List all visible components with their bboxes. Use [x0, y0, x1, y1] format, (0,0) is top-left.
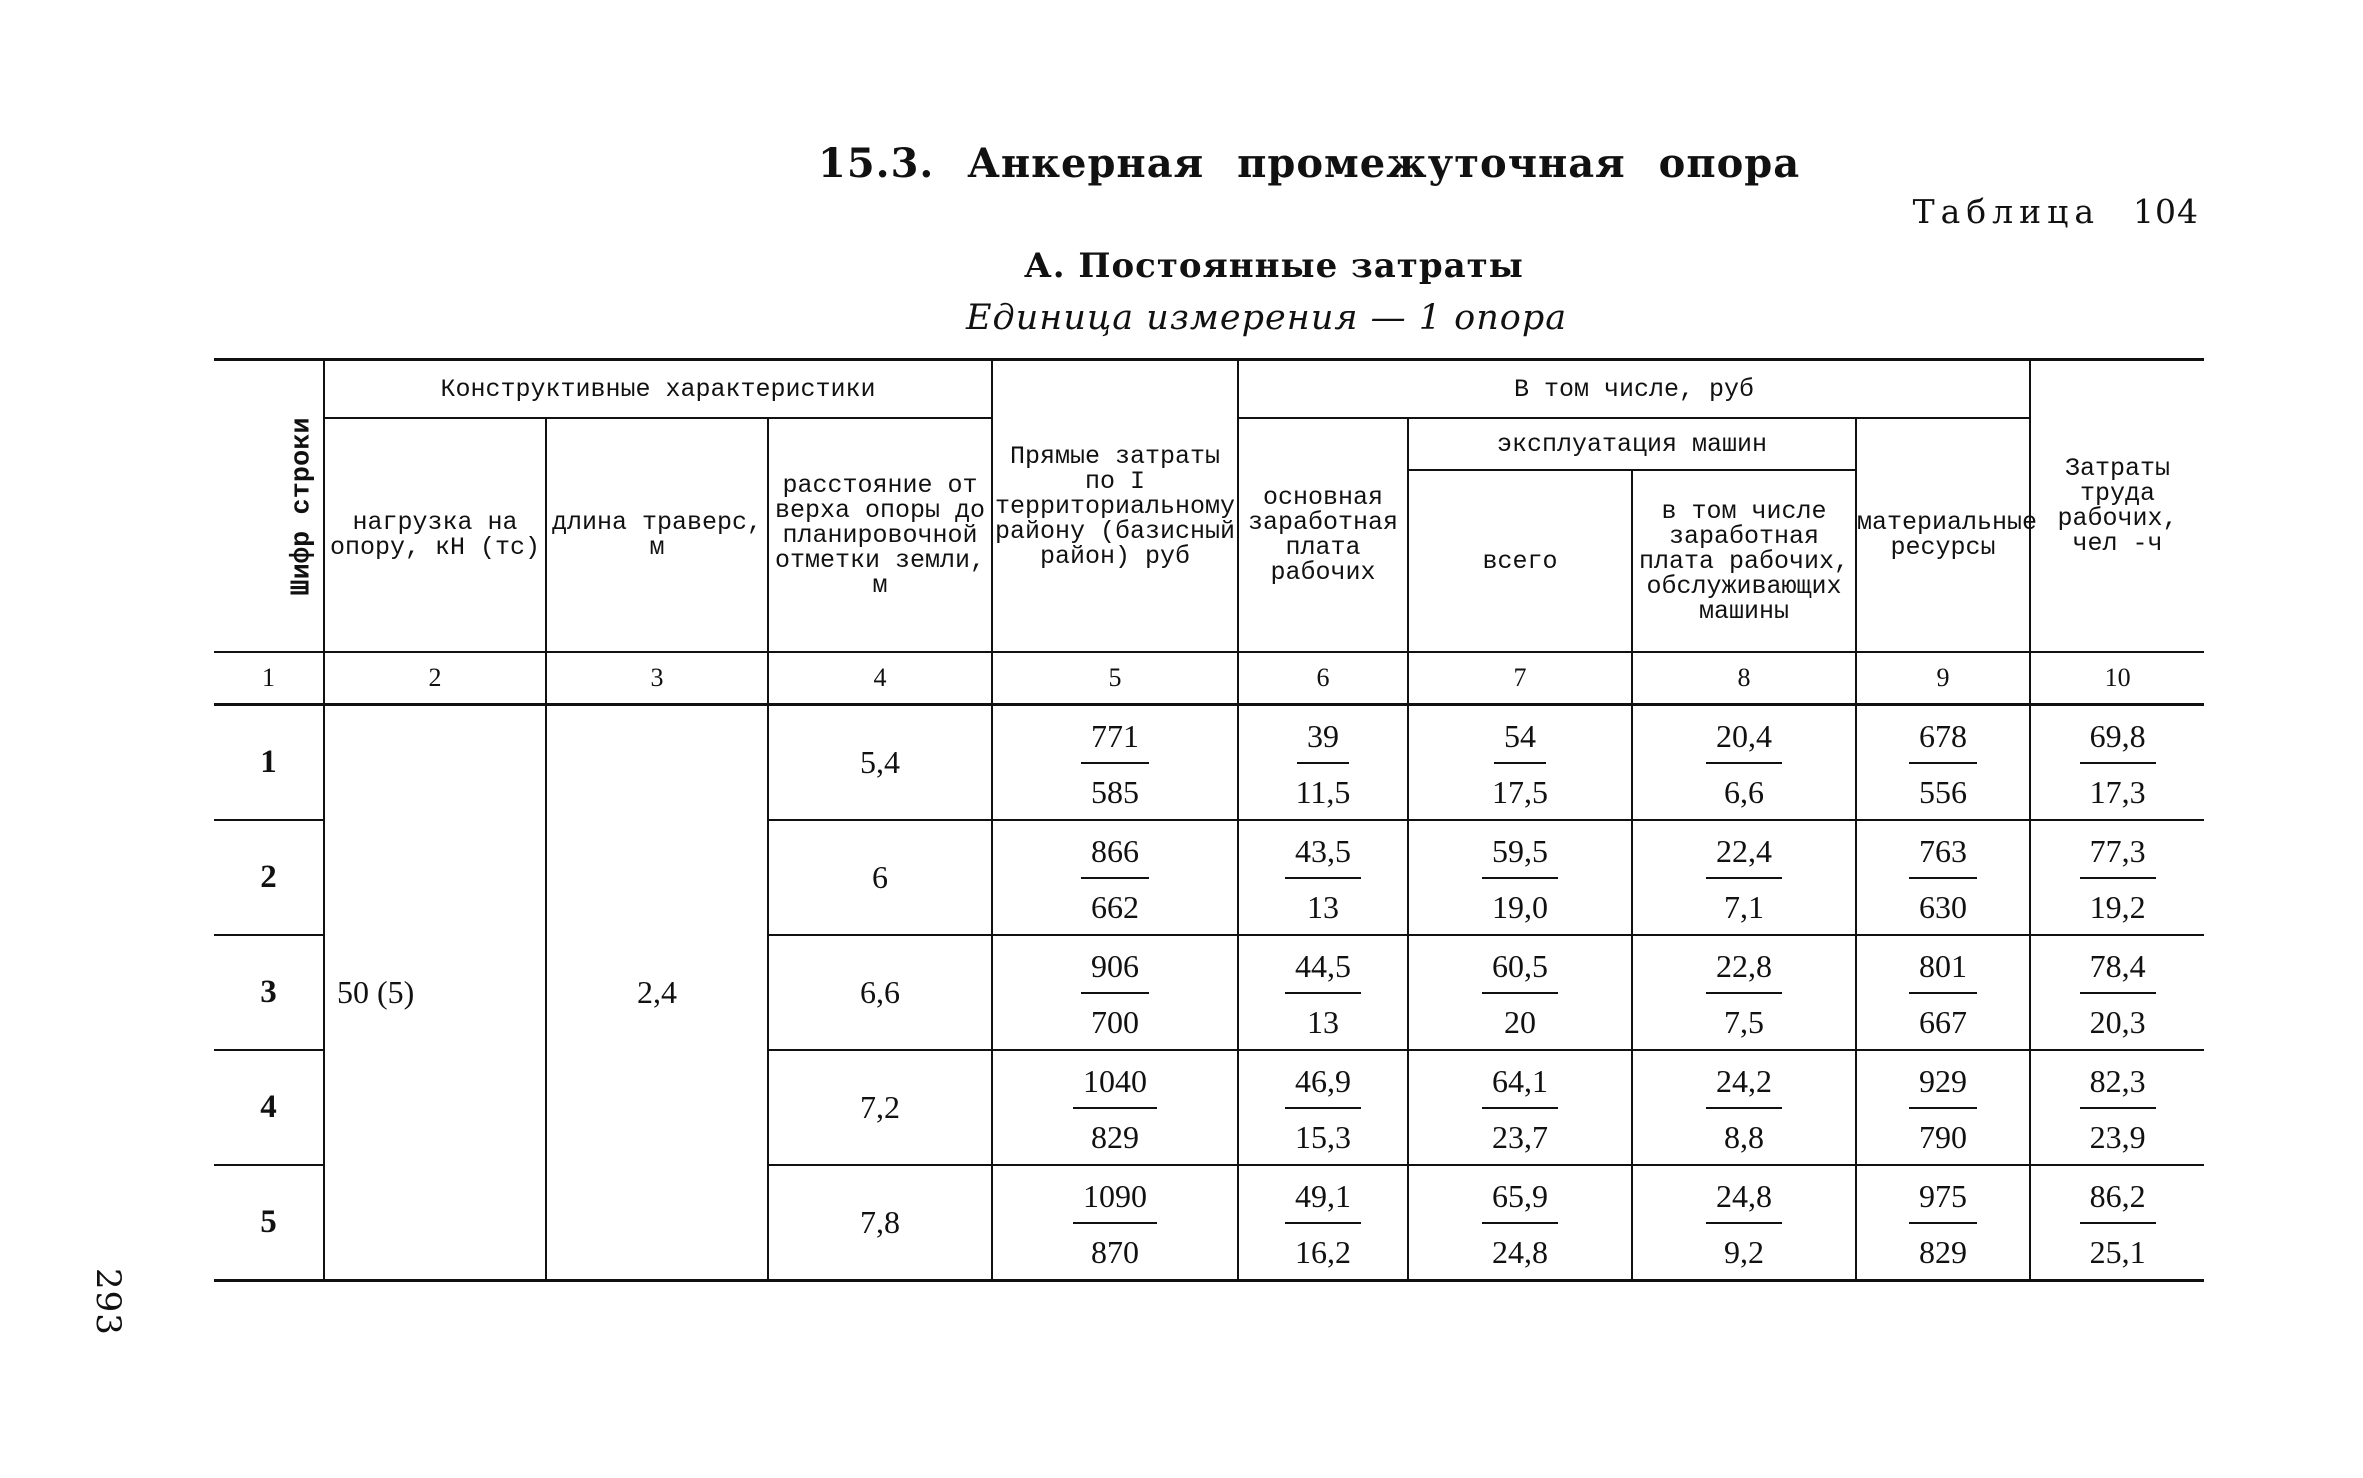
base-wage-cell: [1238, 820, 1408, 935]
table-label: [1913, 192, 2199, 231]
fraction-bottom: 20,3: [2089, 1003, 2146, 1040]
fraction-top: 906: [1081, 950, 1149, 994]
column-number: 1: [214, 652, 324, 705]
fraction-value: [1285, 1062, 1361, 1155]
column-number: 9: [1856, 652, 2030, 705]
column-number-row: [214, 652, 2204, 705]
column-number: 6: [1238, 652, 1408, 705]
fraction-bottom: 24,8: [1492, 1233, 1549, 1270]
fraction-top: 22,4: [1706, 835, 1782, 879]
table-number: 104: [2133, 192, 2199, 231]
section-title: 15.3. Анкерная промежуточная опора: [818, 140, 1801, 187]
fraction-top: 46,9: [1285, 1065, 1361, 1109]
machines-wage-cell: [1632, 1050, 1856, 1165]
traverse-length-cell: 2,4: [546, 705, 768, 1281]
fraction-value: [1706, 717, 1782, 810]
row-code: 3: [214, 935, 324, 1050]
fraction-top: 20,4: [1706, 720, 1782, 764]
machines-total-cell: [1408, 1165, 1632, 1281]
labor-cell: [2030, 1050, 2204, 1165]
fraction-top: 1040: [1073, 1065, 1157, 1109]
fraction-top: 929: [1909, 1065, 1977, 1109]
fraction-top: 60,5: [1482, 950, 1558, 994]
fraction-bottom: 829: [1091, 1118, 1140, 1155]
fraction-bottom: 9,2: [1724, 1233, 1765, 1270]
row-code: 5: [214, 1165, 324, 1281]
fraction-bottom: 700: [1091, 1003, 1140, 1040]
column-number: 7: [1408, 652, 1632, 705]
fraction-bottom: 17,3: [2089, 773, 2146, 810]
column-number: 4: [768, 652, 992, 705]
header-machines-total: всего: [1408, 470, 1632, 652]
fraction-bottom: 15,3: [1295, 1118, 1352, 1155]
machines-total-cell: [1408, 935, 1632, 1050]
column-number: 10: [2030, 652, 2204, 705]
fraction-bottom: 23,7: [1492, 1118, 1549, 1155]
header-labor: Затраты труда рабочих, чел -ч: [2030, 360, 2204, 653]
fraction-top: 22,8: [1706, 950, 1782, 994]
header-traverse-length: длина траверс, м: [546, 418, 768, 652]
column-number: 8: [1632, 652, 1856, 705]
distance-cell: 6: [768, 820, 992, 935]
fraction-value: [1285, 947, 1361, 1040]
fraction-value: [1081, 832, 1149, 925]
header-including: В том числе, руб: [1238, 360, 2030, 419]
fraction-value: [1706, 1062, 1782, 1155]
row-code: 4: [214, 1050, 324, 1165]
page-number: 293: [88, 1268, 128, 1336]
header-distance: расстояние от верха опоры до планировочной отметки земли, м: [768, 418, 992, 652]
labor-cell: [2030, 820, 2204, 935]
fraction-value: [1482, 832, 1558, 925]
materials-cell: [1856, 1050, 2030, 1165]
direct-costs-cell: [992, 935, 1238, 1050]
fraction-bottom: 23,9: [2089, 1118, 2146, 1155]
distance-cell: 5,4: [768, 705, 992, 821]
fraction-value: [1909, 1177, 1977, 1270]
fraction-bottom: 8,8: [1724, 1118, 1765, 1155]
fraction-value: [1706, 832, 1782, 925]
row-code: 1: [214, 705, 324, 821]
header-base-wage: основная заработная плата рабочих: [1238, 418, 1408, 652]
machines-wage-cell: [1632, 705, 1856, 821]
fraction-value: [1081, 717, 1149, 810]
direct-costs-cell: [992, 1165, 1238, 1281]
machines-wage-cell: [1632, 1165, 1856, 1281]
header-machines-wage: в том числе заработная плата рабочих, обслуживающих машины: [1632, 470, 1856, 652]
header-code-label: Шифр строки: [287, 416, 318, 596]
table-body: [214, 705, 2204, 1281]
fraction-top: 54: [1494, 720, 1546, 764]
fraction-top: 44,5: [1285, 950, 1361, 994]
fraction-bottom: 667: [1919, 1003, 1968, 1040]
machines-wage-cell: [1632, 935, 1856, 1050]
base-wage-cell: [1238, 705, 1408, 821]
fraction-value: [1482, 947, 1558, 1040]
fraction-top: 24,2: [1706, 1065, 1782, 1109]
direct-costs-cell: [992, 705, 1238, 821]
fraction-top: 59,5: [1482, 835, 1558, 879]
fraction-value: [1706, 947, 1782, 1040]
fraction-bottom: 20: [1504, 1003, 1537, 1040]
fraction-top: 43,5: [1285, 835, 1361, 879]
fraction-value: [1492, 717, 1549, 810]
direct-costs-cell: [992, 1050, 1238, 1165]
fraction-bottom: 11,5: [1295, 773, 1351, 810]
fraction-bottom: 829: [1919, 1233, 1968, 1270]
fraction-top: 64,1: [1482, 1065, 1558, 1109]
fraction-bottom: 585: [1091, 773, 1140, 810]
labor-cell: [2030, 1165, 2204, 1281]
table-subtitle: А. Постоянные затраты: [1024, 246, 1524, 286]
fraction-value: [1909, 1062, 1977, 1155]
labor-cell: [2030, 705, 2204, 821]
fraction-top: 24,8: [1706, 1180, 1782, 1224]
distance-cell: 7,8: [768, 1165, 992, 1281]
direct-costs-cell: [992, 820, 1238, 935]
fraction-value: [1285, 832, 1361, 925]
fraction-bottom: 19,2: [2089, 888, 2146, 925]
machines-wage-cell: [1632, 820, 1856, 935]
column-number: 3: [546, 652, 768, 705]
cost-table: [214, 358, 2204, 1282]
column-number: 2: [324, 652, 546, 705]
fraction-bottom: 7,1: [1724, 888, 1765, 925]
fraction-value: [2080, 832, 2156, 925]
fraction-top: 801: [1909, 950, 1977, 994]
fraction-bottom: 13: [1307, 888, 1340, 925]
measurement-unit: Единица измерения — 1 опора: [966, 298, 1568, 338]
fraction-value: [1081, 947, 1149, 1040]
fraction-bottom: 25,1: [2089, 1233, 2146, 1270]
fraction-value: [1073, 1177, 1157, 1270]
fraction-bottom: 556: [1919, 773, 1968, 810]
fraction-value: [1295, 717, 1351, 810]
table-header: [214, 360, 2204, 705]
fraction-top: 86,2: [2080, 1180, 2156, 1224]
materials-cell: [1856, 1165, 2030, 1281]
fraction-bottom: 870: [1091, 1233, 1140, 1270]
fraction-top: 65,9: [1482, 1180, 1558, 1224]
fraction-bottom: 630: [1919, 888, 1968, 925]
materials-cell: [1856, 935, 2030, 1050]
fraction-value: [2080, 1062, 2156, 1155]
header-load: нагрузка на опору, кН (тс): [324, 418, 546, 652]
fraction-top: 678: [1909, 720, 1977, 764]
fraction-bottom: 7,5: [1724, 1003, 1765, 1040]
table-row: [214, 705, 2204, 821]
load-cell: 50 (5): [324, 705, 546, 1281]
fraction-value: [2080, 1177, 2156, 1270]
base-wage-cell: [1238, 935, 1408, 1050]
base-wage-cell: [1238, 1050, 1408, 1165]
labor-cell: [2030, 935, 2204, 1050]
materials-cell: [1856, 820, 2030, 935]
fraction-bottom: 16,2: [1295, 1233, 1352, 1270]
fraction-value: [2080, 717, 2156, 810]
distance-cell: 7,2: [768, 1050, 992, 1165]
materials-cell: [1856, 705, 2030, 821]
fraction-top: 49,1: [1285, 1180, 1361, 1224]
fraction-top: 39: [1297, 720, 1349, 764]
fraction-bottom: 662: [1091, 888, 1140, 925]
distance-cell: 6,6: [768, 935, 992, 1050]
fraction-top: 975: [1909, 1180, 1977, 1224]
fraction-value: [1706, 1177, 1782, 1270]
fraction-bottom: 790: [1919, 1118, 1968, 1155]
fraction-value: [2080, 947, 2156, 1040]
machines-total-cell: [1408, 705, 1632, 821]
fraction-value: [1285, 1177, 1361, 1270]
fraction-top: 763: [1909, 835, 1977, 879]
fraction-top: 69,8: [2080, 720, 2156, 764]
fraction-bottom: 17,5: [1492, 773, 1549, 810]
header-constructive: Конструктивные характеристики: [324, 360, 992, 419]
fraction-top: 78,4: [2080, 950, 2156, 994]
fraction-top: 1090: [1073, 1180, 1157, 1224]
column-number: 5: [992, 652, 1238, 705]
machines-total-cell: [1408, 1050, 1632, 1165]
fraction-value: [1909, 832, 1977, 925]
fraction-top: 77,3: [2080, 835, 2156, 879]
header-machine-operation: эксплуатация машин: [1408, 418, 1856, 470]
fraction-top: 82,3: [2080, 1065, 2156, 1109]
fraction-value: [1482, 1062, 1558, 1155]
machines-total-cell: [1408, 820, 1632, 935]
header-direct-costs: Прямые затраты по I территориальному району (базисный район) руб: [992, 360, 1238, 653]
base-wage-cell: [1238, 1165, 1408, 1281]
header-materials: материальные ресурсы: [1856, 418, 2030, 652]
fraction-top: 866: [1081, 835, 1149, 879]
fraction-value: [1482, 1177, 1558, 1270]
fraction-bottom: 6,6: [1724, 773, 1765, 810]
fraction-value: [1073, 1062, 1157, 1155]
row-code: 2: [214, 820, 324, 935]
header-code: [214, 360, 324, 653]
fraction-top: 771: [1081, 720, 1149, 764]
fraction-bottom: 19,0: [1492, 888, 1549, 925]
fraction-bottom: 13: [1307, 1003, 1340, 1040]
table-label-word: Таблица: [1912, 192, 2101, 231]
fraction-value: [1909, 717, 1977, 810]
fraction-value: [1909, 947, 1977, 1040]
